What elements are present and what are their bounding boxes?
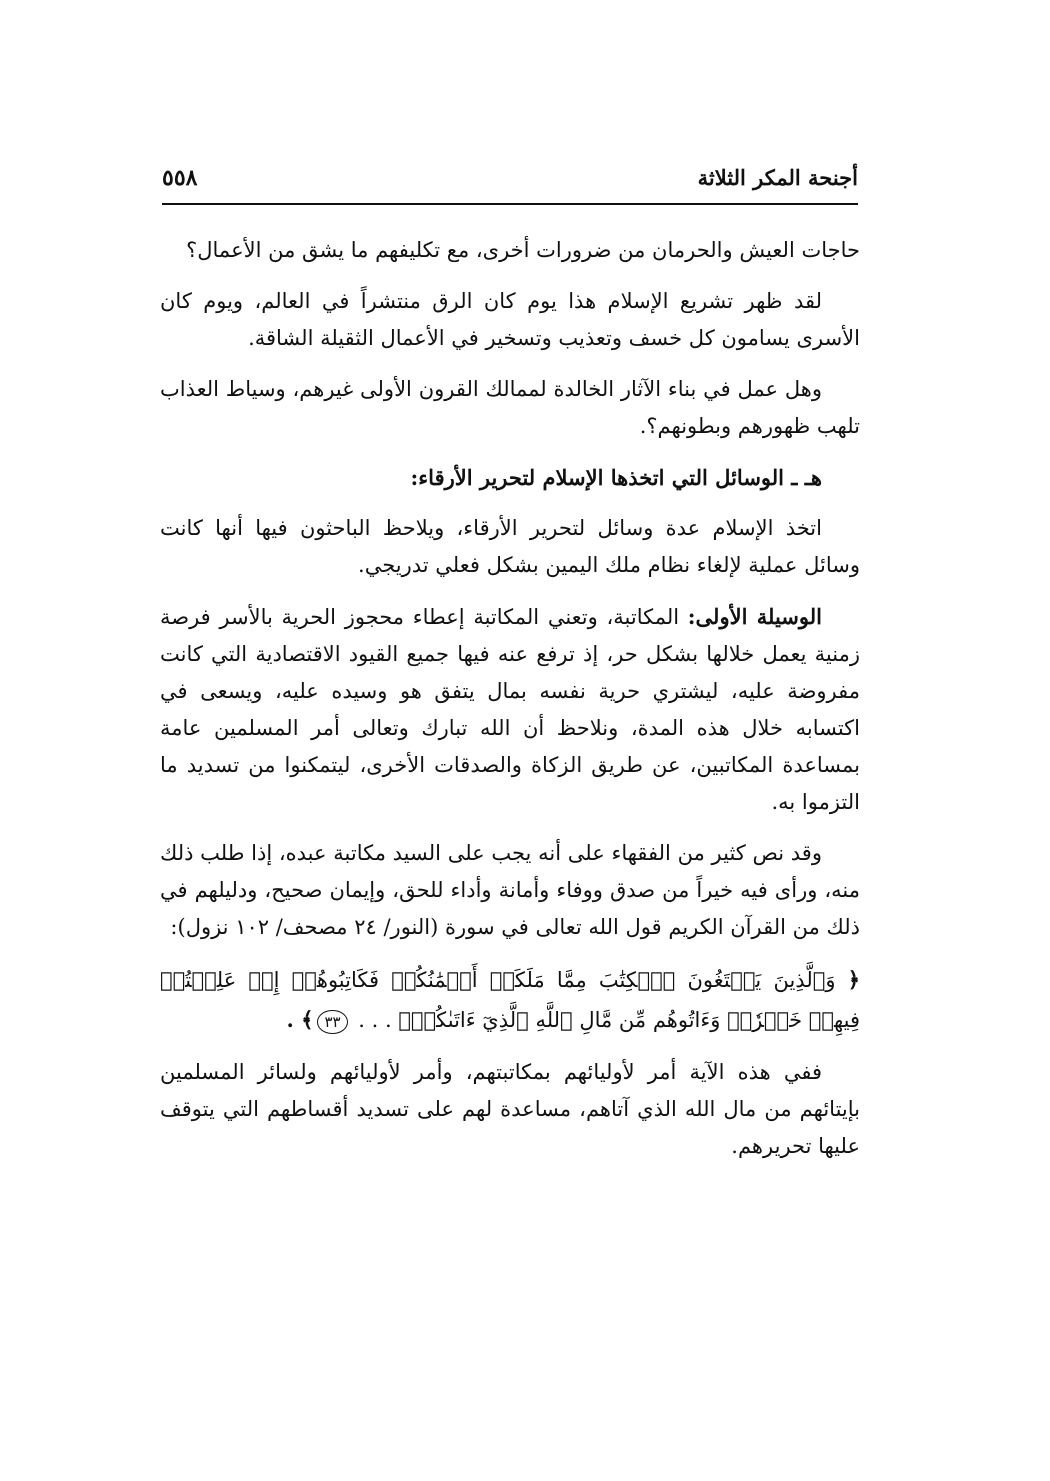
paragraph-4: اتخذ الإسلام عدة وسائل لتحرير الأرقاء، ويلاحظ الباحثون فيها أنها كانت وسائل عملية لإلغاء نظام ملك اليمين بشكل فعلي تدريجي.	[160, 516, 860, 577]
quran-verse	[160, 960, 860, 1040]
paragraph-1: حاجات العيش والحرمان من ضرورات أخرى، مع تكليفهم ما يشق من الأعمال؟	[186, 238, 860, 262]
verse-close-bracket: ﴾ .	[286, 1007, 314, 1032]
body-text	[160, 232, 860, 1179]
paragraph-6: وقد نص كثير من الفقهاء على أنه يجب على السيد مكاتبة عبده، إذا طلب ذلك منه، ورأى فيه خيراً من صدق ووفاء وأمانة وأداء للحق، وإيمان صحيح، ودليلهم في ذلك من القرآن الكريم قول الله تعالى في سورة (النور/ ٢٤ مصحف/ ١٠٢ نزول):	[160, 841, 860, 939]
page-number: ٥٥٨	[162, 165, 198, 191]
running-title: أجنحة المكر الثلاثة	[697, 165, 858, 190]
paragraph-5-text: المكاتبة، وتعني المكاتبة إعطاء محجوز الحرية بالأسر فرصة زمنية يعمل خلالها بشكل حر، إذ ترفع عنه فيها جميع القيود الاقتصادية التي كانت مفروضة عليه، ليشتري حرية نفسه بمال يتفق هو وسيده عليه، ويسعى في اكتسابه خلال هذه المدة، ونلاحظ أن الله تبارك وتعالى أمر المسلمين عامة بمساعدة المكاتبين، عن طريق الزكاة والصدقات الأخرى، ليتمكنوا من تسديد ما التزموا به.	[160, 605, 860, 814]
page-header	[162, 165, 858, 201]
ayah-number: ٣٣	[317, 1010, 347, 1034]
paragraph-5-lead: الوسيلة الأولى:	[687, 604, 822, 629]
paragraph-3: وهل عمل في بناء الآثار الخالدة لممالك القرون الأولى غيرهم، وسياط العذاب تلهب ظهورهم وبطونهم؟.	[160, 377, 860, 438]
section-heading: هـ ـ الوسائل التي اتخذها الإسلام لتحرير الأرقاء:	[410, 465, 822, 490]
verse-text: وَٱلَّذِينَ يَبۡتَغُونَ ٱلۡكِتَٰبَ مِمَّا مَلَكَتۡ أَيۡمَٰنُكُمۡ فَكَاتِبُوهُمۡ إِنۡ عَلِمۡتُمۡ فِيهِمۡ خَيۡرٗاۖ وَءَاتُوهُم مِّن مَّالِ ٱللَّهِ ٱلَّذِيٓ ءَاتَىٰكُمۡۚ . . .	[160, 968, 860, 1032]
header-rule	[162, 203, 858, 205]
paragraph-7: ففي هذه الآية أمر لأوليائهم بمكاتبتهم، وأمر لأوليائهم ولسائر المسلمين بإيتائهم من مال الله الذي آتاهم، مساعدة لهم على تسديد أقساطهم التي يتوقف عليها تحريرهم.	[160, 1060, 860, 1158]
paragraph-5	[160, 598, 860, 821]
verse-open-bracket: ﴿	[847, 967, 860, 992]
paragraph-2: لقد ظهر تشريع الإسلام هذا يوم كان الرق منتشراً في العالم، ويوم كان الأسرى يسامون كل خسف وتعذيب وتسخير في الأعمال الثقيلة الشاقة.	[160, 289, 860, 350]
